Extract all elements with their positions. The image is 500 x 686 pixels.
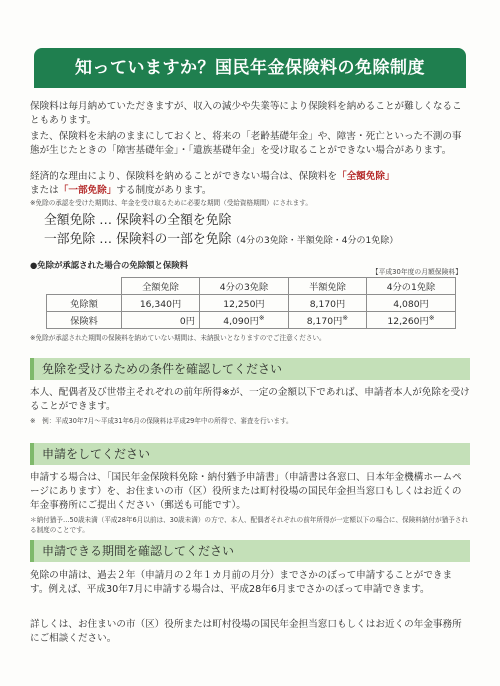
- page-title: 知っていますか？国民年金保険料の免除制度: [34, 48, 466, 88]
- section-heading-conditions: 免除を受けるための条件を確認してください: [30, 358, 470, 380]
- row-label: 免除額: [47, 295, 122, 312]
- table-cell: 4,080円: [366, 295, 455, 312]
- partial-exemption-line: 一部免除 … 保険料の一部を免除（4分の3免除・半額免除・4分の1免除）: [44, 232, 399, 247]
- column-header: 4分の1免除: [366, 278, 455, 295]
- section-note-apply: ＊納付猶予…50歳未満（平成28年6月以前は、30歳未満）の方で、本人、配偶者それぞれの前年所得が一定額以下の場合に、保険料納付が猶予される制度のことです。: [30, 516, 469, 534]
- column-header: 半額免除: [288, 278, 366, 295]
- section-heading-period: 申請できる期間を確認してください: [30, 540, 470, 562]
- full-exemption-highlight: 「全額免除」: [337, 171, 395, 182]
- row-label: 保険料: [47, 312, 122, 329]
- section-body-apply: 申請する場合は、「国民年金保険料免除・納付猶予申請書」（申請書は各窓口、日本年金機構ホームページにあります）を、お住まいの市（区）役所または町村役場の国民年金担当窓口もしくはお近くの年金事務所にご提出ください（郵送も可能です）。: [30, 472, 462, 511]
- table-cell: 16,340円: [122, 295, 200, 312]
- intro-note: ※免除の承認を受けた期間は、年金を受け取るために必要な期間（受給資格期間）にされます。: [30, 199, 312, 207]
- table-cell: 8,170円: [288, 295, 366, 312]
- full-exemption-line: 全額免除 … 保険料の全額を免除: [44, 213, 232, 228]
- column-header: 全額免除: [122, 278, 200, 295]
- table-footnote: ※免除が承認された期間の保険料を納めていない期間は、未納扱いとなりますのでご注意ください。: [30, 334, 326, 342]
- closing-paragraph: 詳しくは、お住まいの市（区）役所または町村役場の国民年金担当窓口もしくはお近くの年金事務所にご相談ください。: [30, 619, 462, 644]
- table-row: [47, 295, 456, 312]
- table-corner: [47, 278, 122, 295]
- intro-paragraph-1: 保険料は毎月納めていただきますが、収入の減少や失業等により保険料を納めることが難しくなることもあります。: [30, 101, 462, 126]
- section-body-conditions: 本人、配偶者及び世帯主それぞれの前年所得※が、一定の金額以下であれば、申請者本人が免除を受けることができます。: [30, 387, 470, 412]
- premium-table: [46, 277, 456, 329]
- table-unit: 【平成30年度の月額保険料】: [371, 268, 462, 276]
- intro-paragraph-3: 経済的な理由により、保険料を納めることができない場合は、保険料を「全額免除」 または「一部免除」する制度があります。: [30, 171, 395, 196]
- section-heading-apply: 申請をしてください: [30, 443, 470, 465]
- table-cell: 12,250円: [199, 295, 288, 312]
- section-note-conditions: ※ 例：平成30年7月〜平成31年6月の保険料は平成29年中の所得で、審査を行います。: [30, 417, 293, 425]
- table-header-row: [47, 278, 456, 295]
- table-cell: 4,090円※: [199, 312, 288, 329]
- table-cell: 0円: [122, 312, 200, 329]
- intro-paragraph-2: また、保険料を未納のままにしておくと、将来の「老齢基礎年金」や、障害・死亡といった不測の事態が生じたときの「障害基礎年金」・「遺族基礎年金」を受け取ることができない場合があります。: [30, 131, 462, 156]
- table-caption: ●免除が承認された場合の免除額と保険料: [30, 260, 189, 270]
- table-row: [47, 312, 456, 329]
- partial-exemption-types: （4分の3免除・半額免除・4分の1免除）: [231, 236, 399, 246]
- table-cell: 12,260円※: [366, 312, 455, 329]
- section-body-period: 免除の申請は、過去２年（申請月の２年１カ月前の月分）までさかのぼって申請することができます。例えば、平成30年7月に申請する場合は、平成28年6月までさかのぼって申請できます。: [30, 570, 453, 595]
- partial-exemption-highlight: 「一部免除」: [58, 185, 117, 196]
- column-header: 4分の3免除: [199, 278, 288, 295]
- table-cell: 8,170円※: [288, 312, 366, 329]
